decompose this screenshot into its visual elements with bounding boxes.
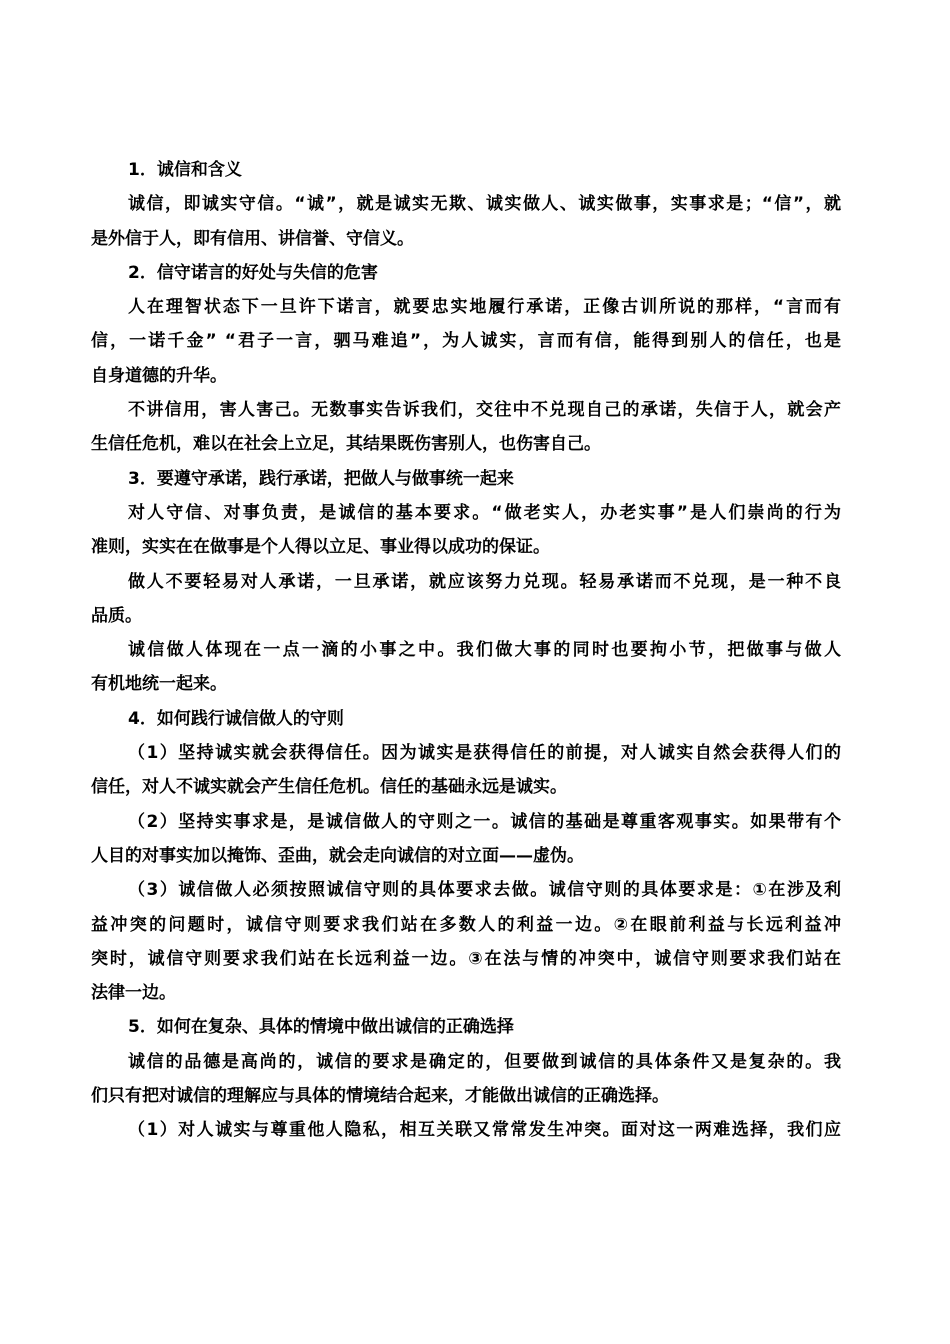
document-page	[91, 153, 841, 1148]
paragraph-line: 突时，诚信守则要求我们站在长远利益一边。③在法与情的冲突中，诚信守则要求我们站在	[91, 948, 841, 969]
paragraph-line: 准则，实实在在做事是个人得以立足、事业得以成功的保证。	[91, 537, 550, 558]
paragraph-line: （2）坚持实事求是，是诚信做人的守则之一。诚信的基础是尊重客观事实。如果带有个	[128, 811, 841, 832]
heading-2: 2．信守诺言的好处与失信的危害	[128, 262, 378, 283]
paragraph-line: 信，一诺千金” “君子一言，驷马难追”，为人诚实，言而有信，能得到别人的信任，也是	[91, 331, 841, 352]
paragraph-line: 是外信于人，即有信用、讲信誉、守信义。	[91, 228, 414, 249]
heading-3: 3．要遵守承诺，践行承诺，把做人与做事统一起来	[128, 468, 514, 489]
paragraph-line: 对人守信、对事负责，是诚信的基本要求。“做老实人，办老实事”是人们崇尚的行为	[128, 502, 841, 523]
paragraph-line: 诚信做人体现在一点一滴的小事之中。我们做大事的同时也要拘小节，把做事与做人	[128, 640, 841, 661]
paragraph-line: 诚信的品德是高尚的，诚信的要求是确定的，但要做到诚信的具体条件又是复杂的。我	[128, 1051, 841, 1072]
heading-4: 4．如何践行诚信做人的守则	[128, 708, 344, 729]
paragraph-line: 做人不要轻易对人承诺，一旦承诺，就应该努力兑现。轻易承诺而不兑现，是一种不良	[128, 571, 841, 592]
paragraph-line: 们只有把对诚信的理解应与具体的情境结合起来，才能做出诚信的正确选择。	[91, 1086, 669, 1107]
paragraph-line: 品质。	[91, 605, 142, 626]
paragraph-line: （3）诚信做人必须按照诚信守则的具体要求去做。诚信守则的具体要求是：①在涉及利	[128, 880, 841, 901]
paragraph-line: （1）坚持诚实就会获得信任。因为诚实是获得信任的前提，对人诚实自然会获得人们的	[128, 743, 841, 764]
heading-1: 1．诚信和含义	[128, 160, 242, 180]
paragraph-line: 自身道德的升华。	[91, 365, 227, 386]
paragraph-line: 人目的对事实加以掩饰、歪曲，就会走向诚信的对立面——虚伪。	[91, 845, 584, 866]
paragraph-line: 人在理智状态下一旦许下诺言，就要忠实地履行承诺，正像古训所说的那样，“言而有	[128, 297, 841, 318]
paragraph-line: 不讲信用，害人害己。无数事实告诉我们，交往中不兑现自己的承诺，失信于人，就会产	[128, 400, 841, 421]
paragraph-line: 益冲突的问题时，诚信守则要求我们站在多数人的利益一边。②在眼前利益与长远利益冲	[91, 914, 841, 935]
paragraph-line: 诚信，即诚实守信。“诚”，就是诚实无欺、诚实做人、诚实做事，实事求是；“信”，就	[128, 194, 841, 215]
heading-5: 5．如何在复杂、具体的情境中做出诚信的正确选择	[128, 1017, 514, 1038]
paragraph-line: 信任，对人不诚实就会产生信任危机。信任的基础永远是诚实。	[91, 777, 567, 798]
paragraph-line: 生信任危机，难以在社会上立足，其结果既伤害别人，也伤害自己。	[91, 434, 601, 455]
paragraph-line: （1）对人诚实与尊重他人隐私，相互关联又常常发生冲突。面对这一两难选择，我们应	[128, 1120, 841, 1141]
paragraph-line: 法律一边。	[91, 983, 176, 1004]
paragraph-line: 有机地统一起来。	[91, 674, 227, 695]
